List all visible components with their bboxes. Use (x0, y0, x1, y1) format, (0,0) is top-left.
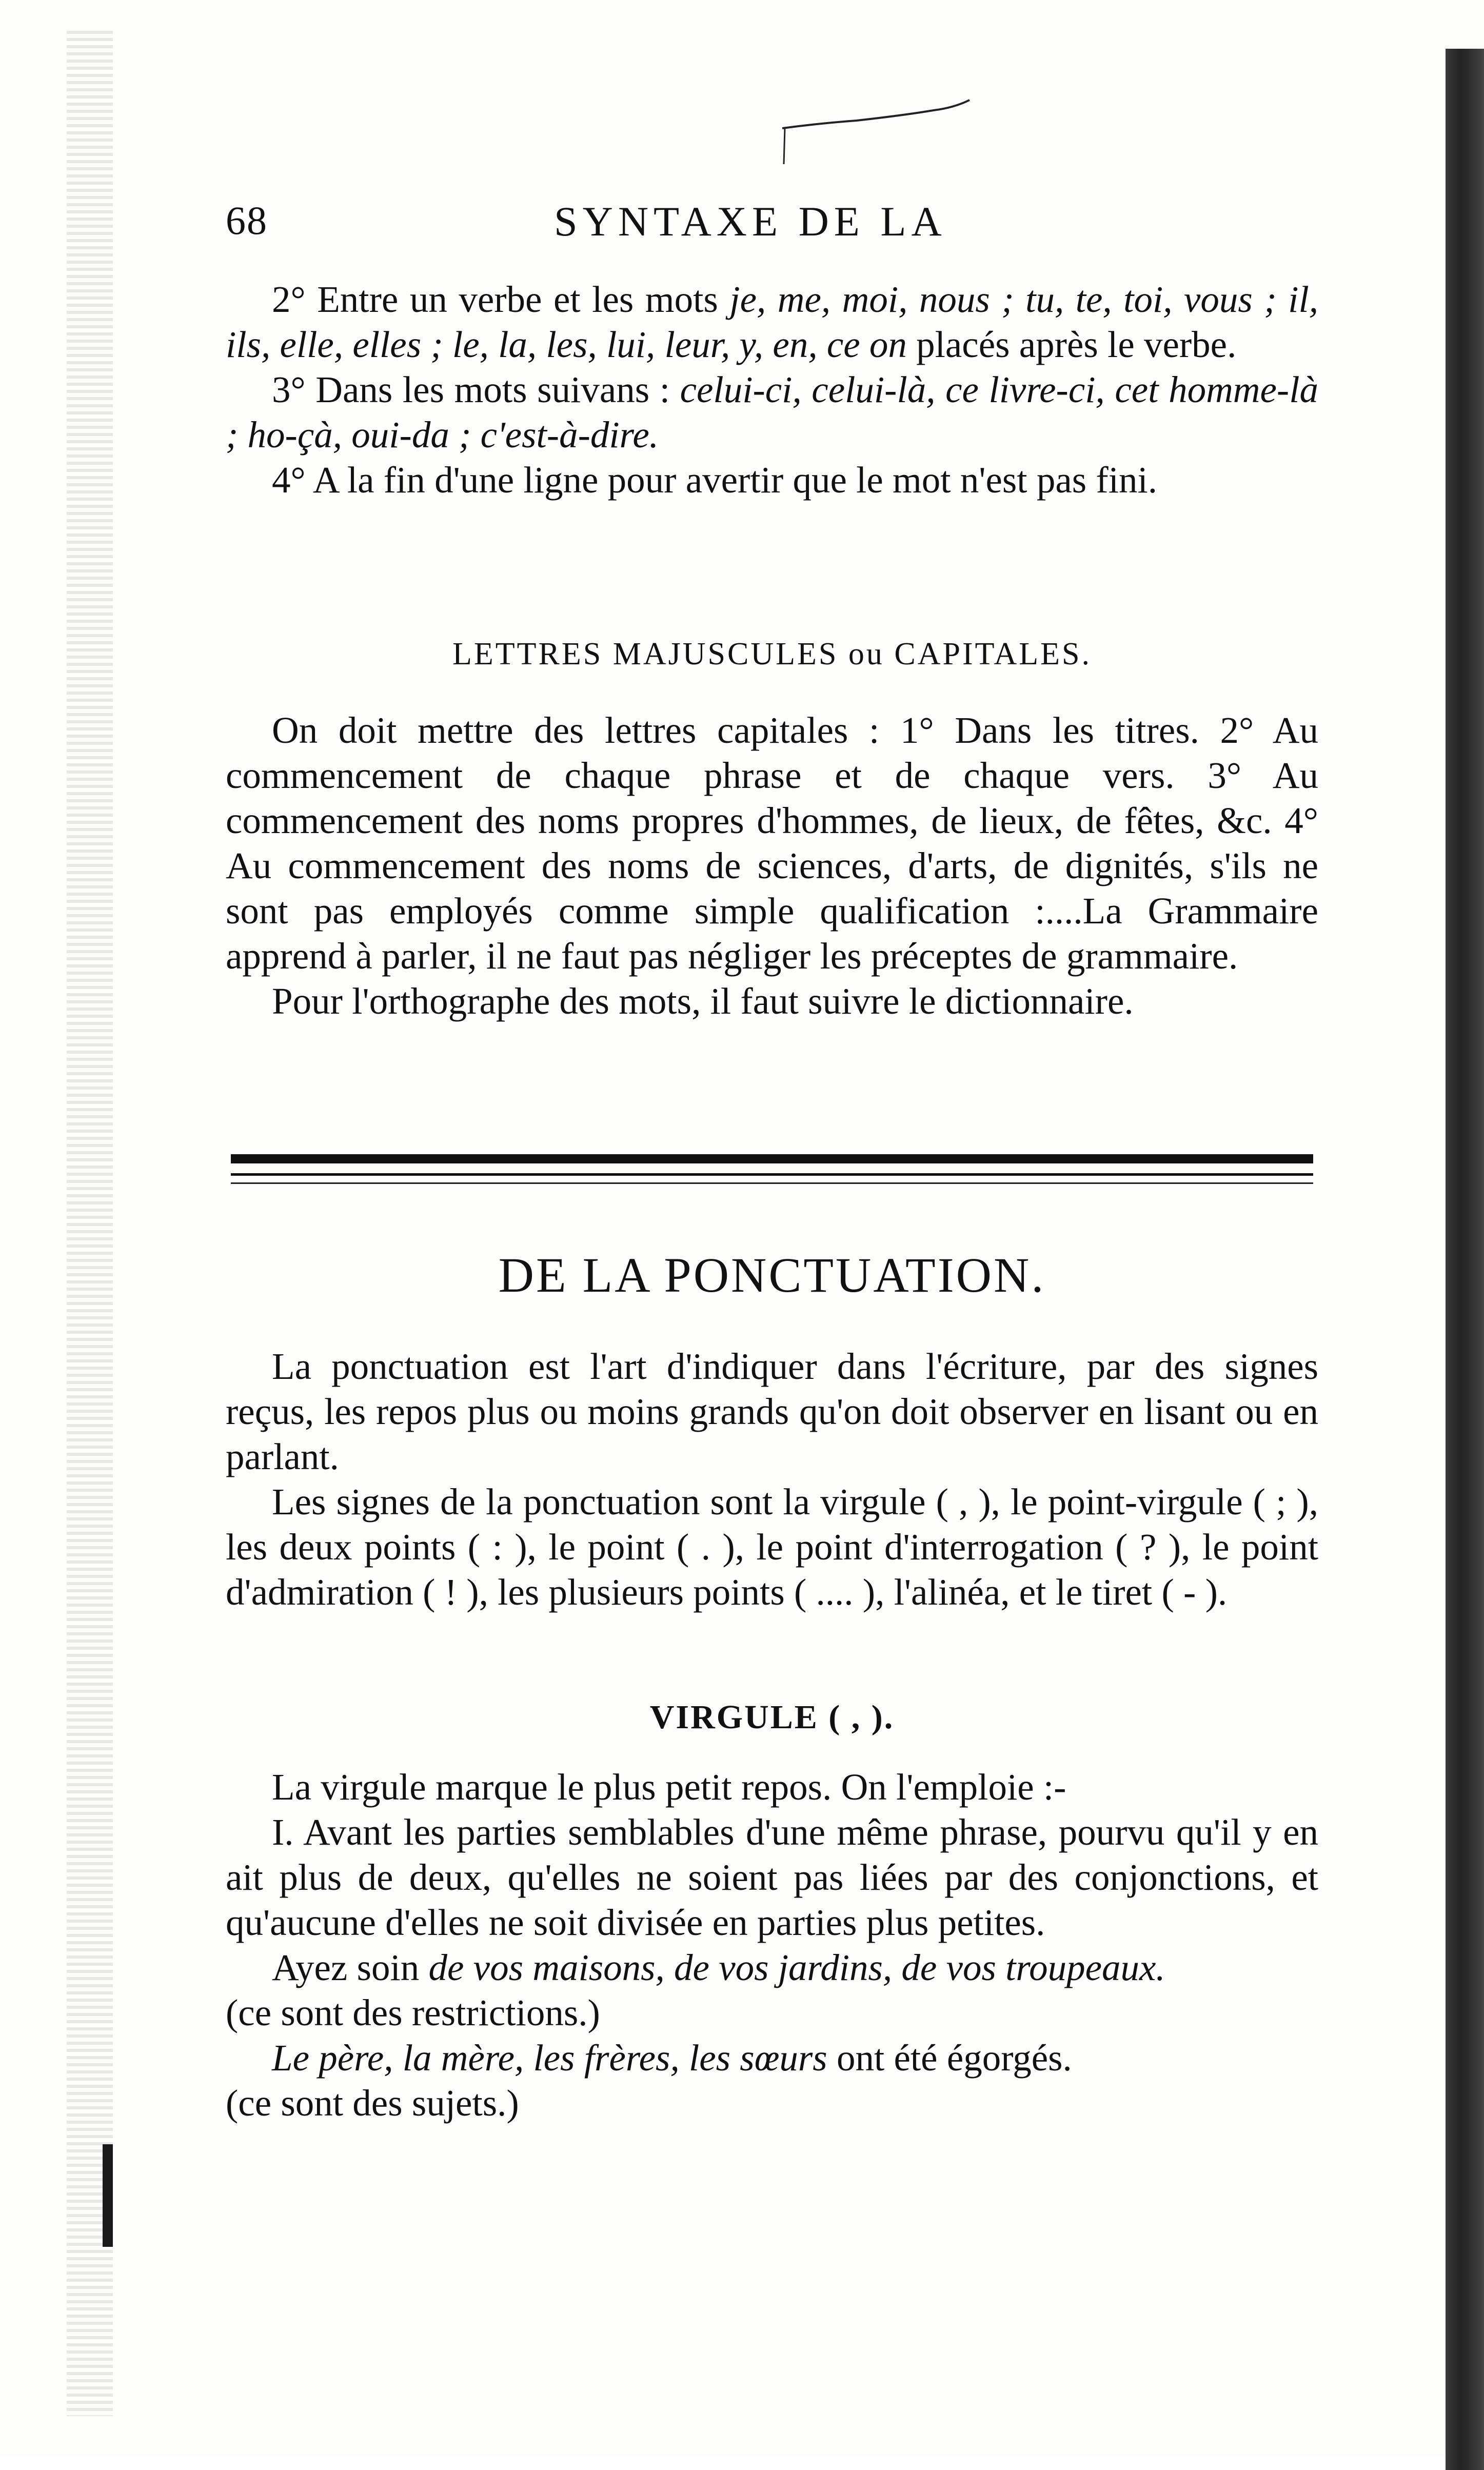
pen-flourish (780, 92, 975, 174)
virgule-example-2-note: (ce sont des sujets.) (226, 2082, 519, 2124)
list-item-2: 2° Entre un verbe et les mots je, me, moi, nous ; tu, te, toi, vous ; il, ils, elle, elles ; le, la, les, lui, leur, y, en, ce on placés après le verbe. (226, 279, 1318, 365)
section-rule-hairline (231, 1182, 1313, 1184)
list-item-3: 3° Dans les mots suivans : celui-ci, celui-là, ce livre-ci, cet homme-là ; ho-çà, oui-da ; c'est-à-dire. (226, 369, 1318, 456)
capitals-heading: LETTRES MAJUSCULES ou CAPITALES. (452, 637, 1092, 671)
page-edge (1446, 49, 1484, 2470)
virgule-example-2: Le père, la mère, les frères, les sœurs ont été égorgés. (272, 2037, 1072, 2079)
virgule-example-1-note: (ce sont des restrictions.) (226, 1992, 600, 2033)
punctuation-paragraph-2: Les signes de la ponctuation sont la virgule ( , ), le point-virgule ( ; ), les deux points ( : ), le point ( . ), le point d'interrogation ( ? ), le point d'admiration ( ! ), les plusieurs points ( .... ), l'alinéa, et le tiret ( - ). (226, 1481, 1318, 1613)
page-header (226, 197, 1293, 254)
list-item-4: 4° A la fin d'une ligne pour avertir que le mot n'est pas fini. (272, 459, 1158, 501)
virgule-paragraph-2: I. Avant les parties semblables d'une même phrase, pourvu qu'il y en ait plus de deux, qu'elles ne soient pas liées par des conjonctions, et qu'aucune d'elles ne soit divisée en parties plus petites. (226, 1811, 1318, 1943)
section-rule-thick (231, 1154, 1313, 1163)
capitals-paragraph-1: On doit mettre des lettres capitales : 1° Dans les titres. 2° Au commencement de chaque phrase et de chaque vers. 3° Au commencement des noms propres d'hommes, de lieux, de fêtes, &c. 4° Au commencement des noms de sciences, d'arts, de dignités, s'ils ne sont pas employés comme simple qualification :....La Grammaire apprend à parler, il ne faut pas négliger les préceptes de grammaire. (226, 709, 1318, 977)
capitals-text (226, 708, 1318, 1024)
binding-shadow (67, 31, 113, 2416)
section-title: DE LA PONCTUATION. (498, 1248, 1046, 1302)
punctuation-paragraph-1: La ponctuation est l'art d'indiquer dans l'écriture, par des signes reçus, les repos plus ou moins grands qu'on doit observer en lisant ou en parlant. (226, 1346, 1318, 1477)
binding-mark (103, 2144, 113, 2247)
punctuation-text (226, 1344, 1318, 1615)
virgule-paragraph-1: La virgule marque le plus petit repos. On l'emploie :- (272, 1766, 1066, 1808)
section-rule-thin (231, 1173, 1313, 1176)
virgule-example-1: Ayez soin de vos maisons, de vos jardins, de vos troupeaux. (272, 1947, 1165, 1988)
virgule-heading: VIRGULE ( , ). (649, 1698, 895, 1736)
virgule-text (226, 1765, 1318, 2126)
running-title: SYNTAXE DE LA (554, 198, 947, 245)
page-number: 68 (226, 198, 268, 243)
hyphen-uses-list (226, 277, 1318, 503)
capitals-paragraph-2: Pour l'orthographe des mots, il faut suivre le dictionnaire. (272, 980, 1134, 1022)
